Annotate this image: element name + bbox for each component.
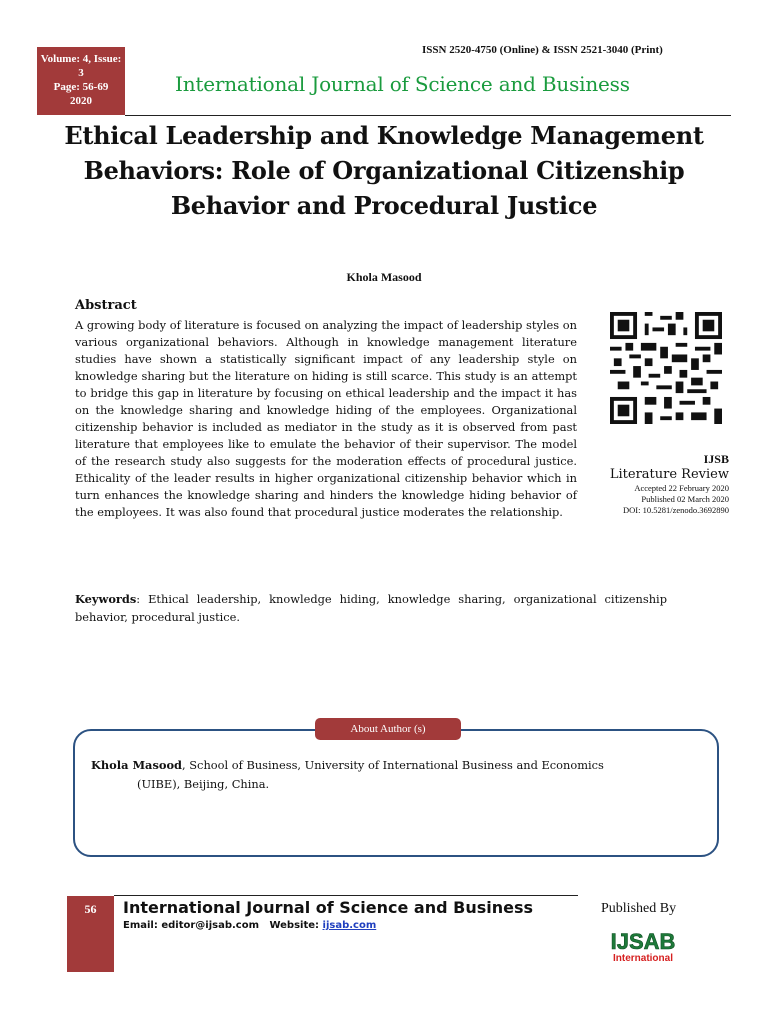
footer-contact — [123, 920, 376, 931]
article-title: Ethical Leadership and Knowledge Management Behaviors: Role of Organizational Citizenship Behavior and Procedural Justice — [64, 121, 704, 220]
page-number: 56 — [84, 902, 97, 916]
footer-email: Email: editor@ijsab.com — [123, 920, 260, 931]
article-author: Khola Masood — [346, 270, 422, 284]
journal-name-header: International Journal of Science and Business — [175, 72, 630, 96]
footer-journal-name: International Journal of Science and Business — [123, 898, 534, 917]
keywords — [75, 590, 667, 626]
published-date: Published 02 March 2020 — [641, 494, 729, 504]
accepted-date: Accepted 22 February 2020 — [634, 483, 729, 493]
about-author-name: Khola Masood — [91, 758, 183, 772]
about-affiliation-1: , School of Business, University of International Business and Economics — [182, 758, 604, 772]
abstract-body: A growing body of literature is focused on analyzing the impact of leadership styles on various organizational behaviors. Although in knowledge management literature studies have shown a statistically significant impact of any leadership style on knowledge sharing but the literature on hiding is still scarce. This study is an attempt to bridge this gap in literature by focusing on ethical leadership and the impact it has on the knowledge sharing and knowledge hiding of the employees. Organizational citizenship behavior is included as mediator in the study as it is observed from past literature that employees like to emulate the behavior of their supervisor. The model of the research study also suggests for the moderation effects of procedural justice. Ethicality of the leader results in higher organizational citizenship behavior which in turn enhances the knowledge sharing and hinders the knowledge hiding behavior of the employees. It was also found that procedural justice moderates the relationship. — [75, 318, 577, 519]
article-meta — [595, 452, 729, 516]
keywords-label: Keywords — [75, 592, 137, 606]
journal-abbr: IJSB — [703, 452, 729, 466]
keywords-text: : Ethical leadership, knowledge hiding, knowledge sharing, organizational citizenship behavior, procedural justice. — [75, 592, 667, 624]
footer-website-link[interactable]: ijsab.com — [322, 920, 377, 931]
footer-website-label: Website: — [269, 920, 320, 931]
volume-box — [37, 47, 125, 115]
about-author-text — [91, 756, 701, 794]
about-affiliation-2: (UIBE), Beijing, China. — [137, 777, 270, 791]
published-by: Published By — [601, 901, 677, 916]
page-number-box — [67, 896, 114, 972]
volume-year: 2020 — [70, 95, 92, 107]
svg-text:IJSAB: IJSAB — [610, 929, 676, 954]
footer-divider — [114, 895, 578, 896]
doi: DOI: 10.5281/zenodo.3692890 — [622, 505, 729, 515]
header-divider — [125, 115, 731, 116]
qr-code-icon — [607, 312, 725, 424]
issn-line: ISSN 2520-4750 (Online) & ISSN 2521-3040 (Print) — [422, 44, 663, 56]
page-range: Page: 56-69 — [53, 81, 109, 93]
about-author-label: About Author (s) — [315, 718, 461, 740]
ijsab-logo — [606, 925, 680, 965]
volume-issue: Volume: 4, Issue: 3 — [40, 53, 122, 79]
svg-text:International: International — [612, 953, 674, 964]
article-type: Literature Review — [609, 467, 729, 482]
abstract-heading: Abstract — [75, 298, 137, 313]
